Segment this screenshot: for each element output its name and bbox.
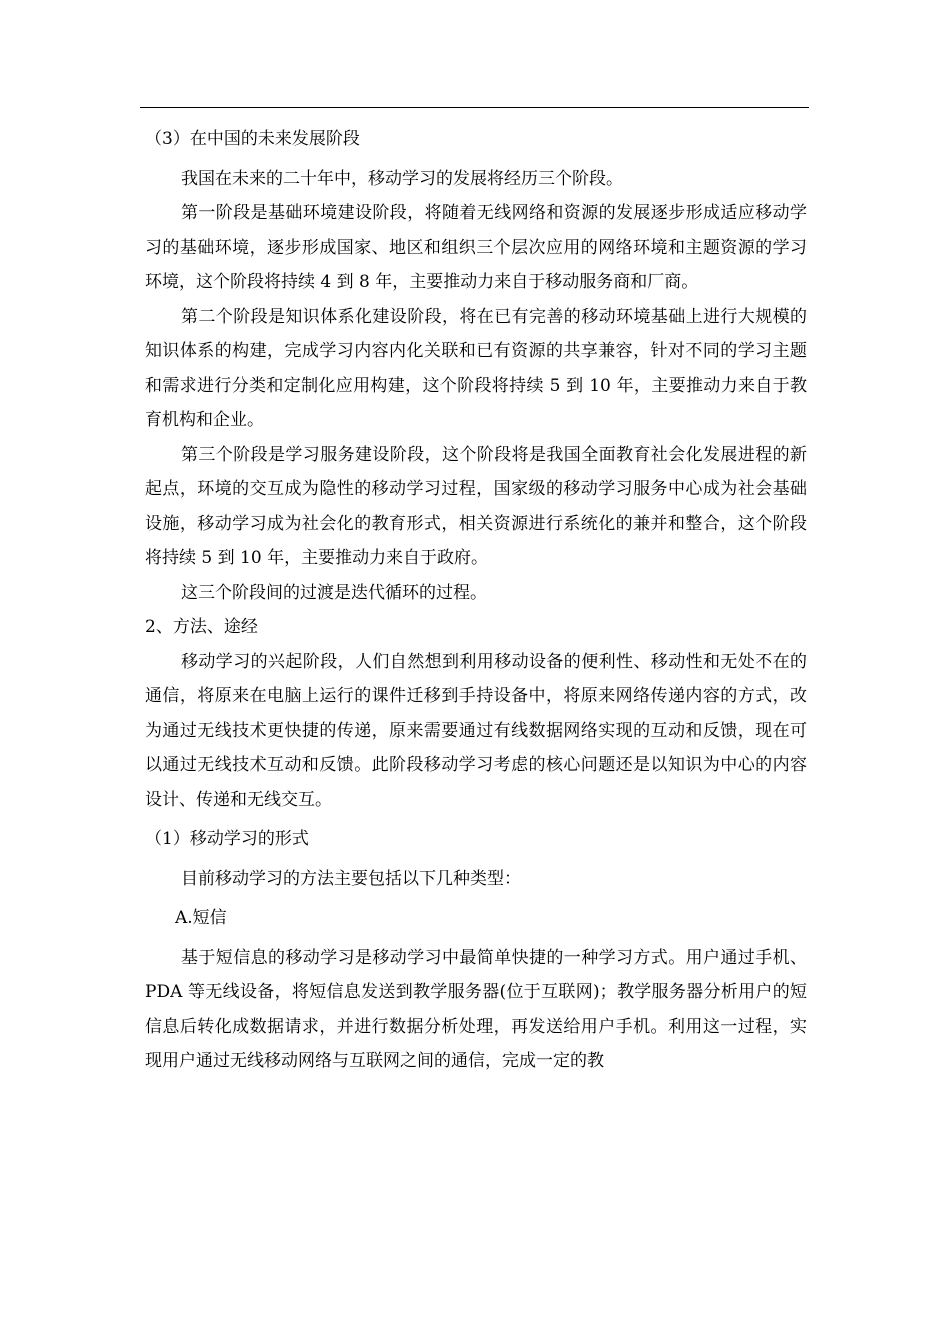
item-heading-sms: A.短信 [175,908,227,928]
paragraph-transition: 这三个阶段间的过渡是迭代循环的过程。 [181,582,487,603]
paragraph-stage1: 第一阶段是基础环境建设阶段，将随着无线网络和资源的发展逐步形成适应移动学习的基础环境，逐步形成国家、地区和组织三个层次应用的网络环境和主题资源的学习环境，这个阶段将持续 4 到 8 年，主要推动力来自于移动服务商和厂商。 [145,203,807,292]
paragraph-methods: 移动学习的兴起阶段，人们自然想到利用移动设备的便利性、移动性和无处不在的通信，将原来在电脑上运行的课件迁移到手持设备中，将原来网络传递内容的方式，改为通过无线技术更快捷的传递，原来需要通过有线数据网络实现的互动和反馈，现在可以通过无线技术互动和反馈。此阶段移动学习考虑的核心问题还是以知识为中心的内容设计、传递和无线交互。 [145,651,807,810]
header-rule [140,107,809,108]
paragraph-stage2: 第二个阶段是知识体系化建设阶段，将在已有完善的移动环境基础上进行大规模的知识体系的构建，完成学习内容内化关联和已有资源的共享兼容，针对不同的学习主题和需求进行分类和定制化应用构建，这个阶段将持续 5 到 10 年，主要推动力来自于教育机构和企业。 [145,306,807,430]
section-heading-forms: （1）移动学习的形式 [145,829,309,849]
document-body [145,122,807,1079]
paragraph-sms: 基于短信息的移动学习是移动学习中最简单快捷的一种学习方式。用户通过手机、PDA 等无线设备，将短信息发送到教学服务器(位于互联网)；教学服务器分析用户的短信息后转化成数据请求，并进行数据分析处理，再发送给用户手机。利用这一过程，实现用户通过无线移动网络与互联网之间的通信，完成一定的教 [145,947,807,1071]
paragraph-forms-intro: 目前移动学习的方法主要包括以下几种类型： [181,868,521,889]
section-heading-methods: 2、方法、途经 [145,617,258,637]
paragraph-intro: 我国在未来的二十年中，移动学习的发展将经历三个阶段。 [181,168,623,189]
section-heading-stage3: （3）在中国的未来发展阶段 [145,129,360,149]
paragraph-stage3: 第三个阶段是学习服务建设阶段，这个阶段将是我国全面教育社会化发展进程的新起点，环境的交互成为隐性的移动学习过程，国家级的移动学习服务中心成为社会基础设施，移动学习成为社会化的教育形式，相关资源进行系统化的兼并和整合，这个阶段将持续 5 到 10 年，主要推动力来自于政府。 [145,444,807,568]
